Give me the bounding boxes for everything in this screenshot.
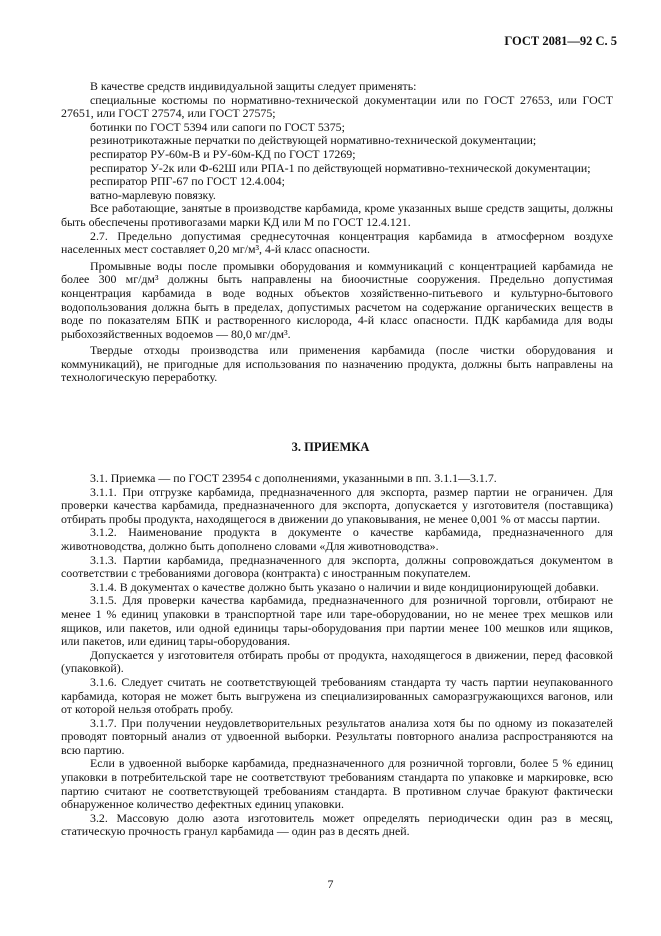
paragraph: специальные костюмы по нормативно-технической документации или по ГОСТ 27653, или ГОСТ 27651, или ГОСТ 27574, или ГОСТ 27575; bbox=[61, 92, 613, 121]
paragraph: 3.1. Приемка — по ГОСТ 23954 с дополнениями, указанными в пп. 3.1.1—3.1.7. bbox=[90, 471, 497, 485]
paragraph: 3.1.7. При получении неудовлетворительных результатов анализа хотя бы по одному из показателей проводят повторный анализ от удвоенной выборки. Результаты повторного анализа распространяются на всю партию. bbox=[61, 715, 613, 757]
paragraph: ботинки по ГОСТ 5394 или сапоги по ГОСТ 5375; bbox=[90, 119, 345, 134]
paragraph: ватно-марлевую повязку. bbox=[90, 187, 216, 202]
paragraph: респиратор У-2к или Ф-62Ш или РПА-1 по действующей нормативно-технической документации; bbox=[90, 160, 591, 175]
paragraph: респиратор РУ-60м-В и РУ-60м-КД по ГОСТ 17269; bbox=[90, 146, 356, 161]
paragraph: Допускается у изготовителя отбирать пробы от продукта, находящегося в движении, перед фасовкой (упаковкой). bbox=[61, 647, 613, 676]
paragraph: Промывные воды после промывки оборудования и коммуникаций с концентрацией карбамида не более 300 мг/дм³ должны быть направлены на биоочистные сооружения. Предельно допустимая концентрация карбамида в воде водных объектов хозяйственно-питьевого и культурно-бытового водопользования должна быть в пределах, допустимых расчетом на содержание органических веществ в воде по показателям БПК и растворенного кислорода, 4-й класс опасности. ПДК карбамида для воды рыбохозяйственных водоемов — 80,0 мг/дм³. bbox=[61, 258, 613, 341]
paragraph: 2.7. Предельно допустимая среднесуточная концентрация карбамида в атмосферном воздухе населенных мест составляет 0,20 мг/м³, 4-й класс опасности. bbox=[61, 228, 613, 257]
paragraph: 3.1.6. Следует считать не соответствующей требованиям стандарта ту часть партии неупакованного карбамида, которая не может быть выгружена из специализированных саморазгружающихся вагонов, или от которой нельзя отобрать пробу. bbox=[61, 674, 613, 717]
paragraph: Твердые отходы производства или применения карбамида (после чистки оборудования и коммуникаций), не пригодные для использования по назначению продукта, должны быть направлены на технологическую переработку. bbox=[61, 343, 613, 385]
paragraph: 3.2. Массовую долю азота изготовитель может определять периодически один раз в месяц, статическую прочность гранул карбамида — один раз в десять дней. bbox=[61, 810, 613, 839]
paragraph: 3.1.5. Для проверки качества карбамида, предназначенного для розничной торговли, отбирают не менее 1 % единиц упаковки в транспортной таре или таре-оборудовании, но не менее трех мешков или ящиков, или пакетов, или одной единицы тары-оборудования при партии менее 100 мешков или ящиков, или пакетов, или единиц тары-оборудования. bbox=[61, 593, 613, 649]
paragraph: Если в удвоенной выборке карбамида, предназначенного для розничной торговли, более 5 % единиц упаковки в потребительской таре не соответствуют требованиям стандарта по упаковке и маркировке, всю партию считают не соответствующей требованиям стандарта. В противном случае бракуют фактически обнаруженное количество дефектных единиц упаковки. bbox=[61, 756, 613, 812]
section-2-text bbox=[61, 80, 613, 385]
paragraph: 3.1.3. Партии карбамида, предназначенного для экспорта, должны сопровождаться документом в соответствии с требованиями договора (контракта) с иностранным покупателем. bbox=[61, 552, 613, 581]
paragraph: Все работающие, занятые в производстве карбамида, кроме указанных выше средств защиты, должны быть обеспечены противогазами марки КД или М по ГОСТ 12.4.121. bbox=[61, 201, 613, 229]
paragraph: 3.1.4. В документах о качестве должно быть указано о наличии и виде кондиционирующей добавки. bbox=[90, 579, 599, 594]
section-title: 3. ПРИЕМКА bbox=[291, 440, 370, 454]
paragraph: резинотрикотажные перчатки по действующей нормативно-технической документации; bbox=[90, 133, 537, 148]
section-3-text bbox=[61, 472, 613, 839]
paragraph: 3.1.1. При отгрузке карбамида, предназначенного для экспорта, размер партии не ограничен. Для проверки качества карбамида, предназначенного для экспорта, допускается у изготовителя (поставщика) отбирать пробы продукта, находящегося в движении до упаковывания, не менее 0,001 % от массы партии. bbox=[61, 484, 613, 526]
page-number: 7 bbox=[327, 877, 334, 891]
paragraph: 3.1.2. Наименование продукта в документе о качестве карбамида, предназначенного для животноводства, должно быть дополнено словами «Для животноводства». bbox=[61, 525, 613, 553]
paragraph: респиратор РПГ-67 по ГОСТ 12.4.004; bbox=[90, 174, 285, 189]
page-header: ГОСТ 2081—92 С. 5 bbox=[504, 34, 617, 48]
paragraph: В качестве средств индивидуальной защиты следует применять: bbox=[90, 79, 417, 93]
